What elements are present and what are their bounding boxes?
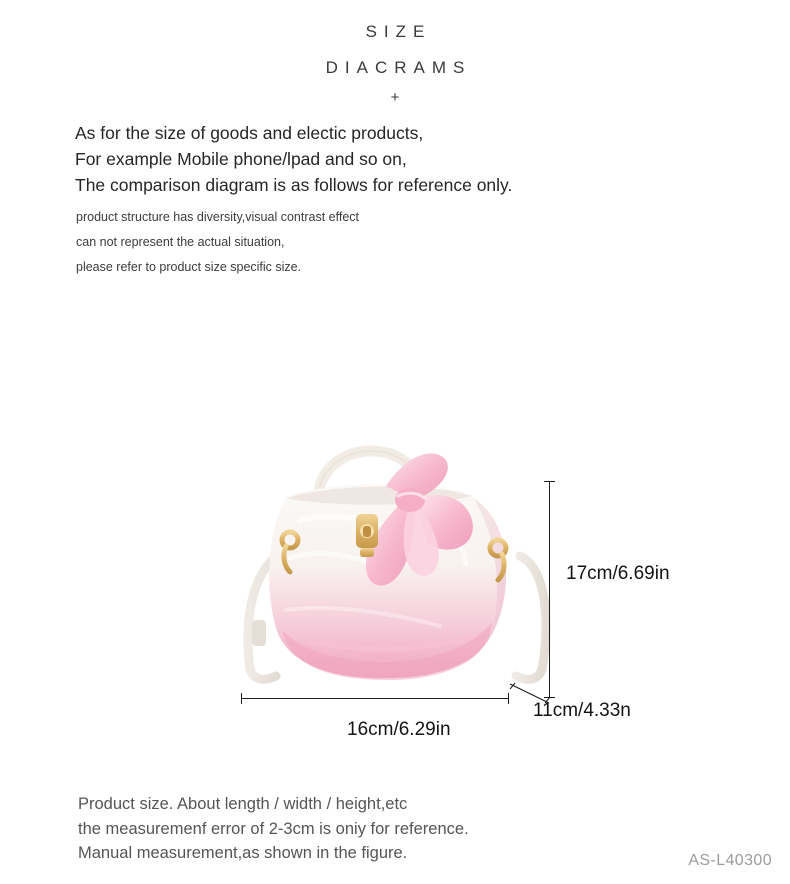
intro-line-3: The comparison diagram is as follows for reference only. xyxy=(75,175,513,195)
page-title-line-2: DIACRAMS xyxy=(325,58,472,77)
depth-dimension-label: 11cm/4.33n xyxy=(533,700,631,721)
footer-line-3: Manual measurement,as shown in the figure. xyxy=(78,844,408,862)
intro-paragraph xyxy=(75,120,715,198)
sku-code: AS-L40300 xyxy=(688,852,772,869)
footer-line-2: the measuremenf error of 2-3cm is oniy for reference. xyxy=(78,819,469,838)
disclaimer-line-3: please refer to product size specific size. xyxy=(76,260,302,274)
handbag-illustration xyxy=(190,380,610,720)
page-header xyxy=(0,20,790,106)
width-dimension-label: 16cm/6.29in xyxy=(347,719,451,740)
footer-notes xyxy=(78,792,718,866)
page-title-line-1: SIZE xyxy=(365,22,432,41)
product-image xyxy=(190,380,610,720)
intro-line-2: For example Mobile phone/lpad and so on, xyxy=(75,149,407,169)
plus-divider-icon: + xyxy=(390,89,400,106)
intro-line-1: As for the size of goods and electic products, xyxy=(75,123,424,143)
height-dimension-line xyxy=(549,481,550,698)
disclaimer-line-1: product structure has diversity,visual contrast effect xyxy=(76,210,359,224)
footer-line-1: Product size. About length / width / height,etc xyxy=(78,795,408,813)
width-dimension-line xyxy=(241,698,509,699)
height-dimension-label: 17cm/6.69in xyxy=(566,563,670,584)
disclaimer-line-2: can not represent the actual situation, xyxy=(76,235,285,249)
disclaimer-text xyxy=(76,205,716,280)
